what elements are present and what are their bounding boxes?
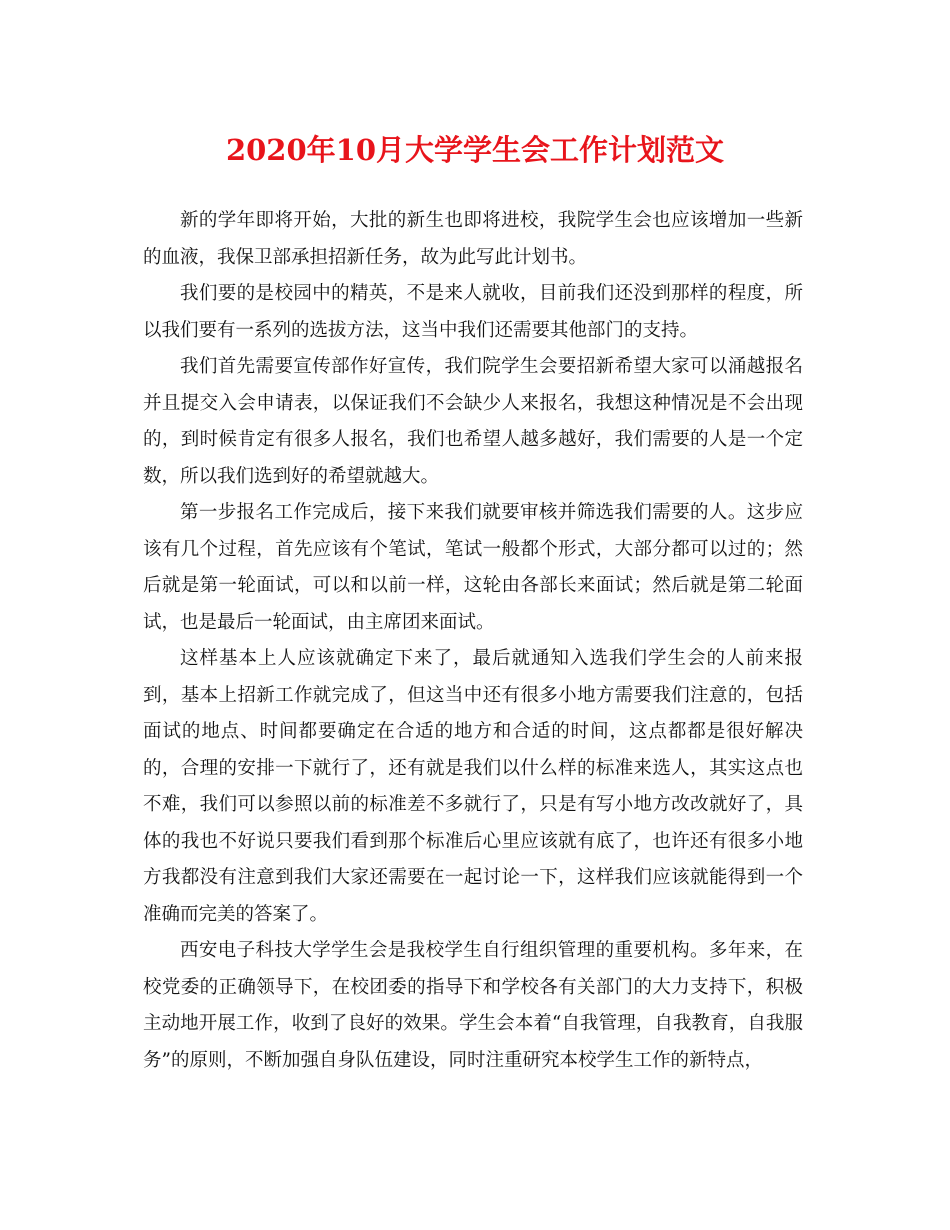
- paragraph: 我们要的是校园中的精英，不是来人就收，目前我们还没到那样的程度，所以我们要有一系列的选拔方法，这当中我们还需要其他部门的支持。: [143, 283, 803, 341]
- paragraph: 第一步报名工作完成后，接下来我们就要审核并筛选我们需要的人。这步应该有几个过程，首先应该有个笔试，笔试一般都个形式，大部分都可以过的；然后就是第一轮面试，可以和以前一样，这轮由各部长来面试；然后就是第二轮面试，也是最后一轮面试，由主席团来面试。: [143, 502, 803, 633]
- paragraph: 这样基本上人应该就确定下来了，最后就通知入选我们学生会的人前来报到，基本上招新工作就完成了，但这当中还有很多小地方需要我们注意的，包括面试的地点、时间都要确定在合适的地方和合适的时间，这点都都是很好解决的，合理的安排一下就行了，还有就是我们以什么样的标准来选人，其实这点也不难，我们可以参照以前的标准差不多就行了，只是有写小地方改改就好了，具体的我也不好说只要我们看到那个标准后心里应该就有底了，也许还有很多小地方我都没有注意到我们大家还需要在一起讨论一下，这样我们应该就能得到一个准确而完美的答案了。: [143, 648, 803, 925]
- document-title: 2020年10月大学学生会工作计划范文: [225, 133, 725, 167]
- paragraph: 新的学年即将开始，大批的新生也即将进校，我院学生会也应该增加一些新的血液，我保卫部承担招新任务，故为此写此计划书。: [143, 210, 803, 268]
- paragraph: 西安电子科技大学学生会是我校学生自行组织管理的重要机构。多年来，在校党委的正确领导下，在校团委的指导下和学校各有关部门的大力支持下，积极主动地开展工作，收到了良好的效果。学生会本着“自我管理，自我教育，自我服务”的原则，不断加强自身队伍建设，同时注重研究本校学生工作的新特点，: [143, 940, 803, 1071]
- document-body: [143, 203, 803, 1079]
- paragraph: 我们首先需要宣传部作好宣传，我们院学生会要招新希望大家可以涌越报名并且提交入会申请表，以保证我们不会缺少人来报名，我想这种情况是不会出现的，到时候肯定有很多人报名，我们也希望人越多越好，我们需要的人是一个定数，所以我们选到好的希望就越大。: [143, 356, 803, 487]
